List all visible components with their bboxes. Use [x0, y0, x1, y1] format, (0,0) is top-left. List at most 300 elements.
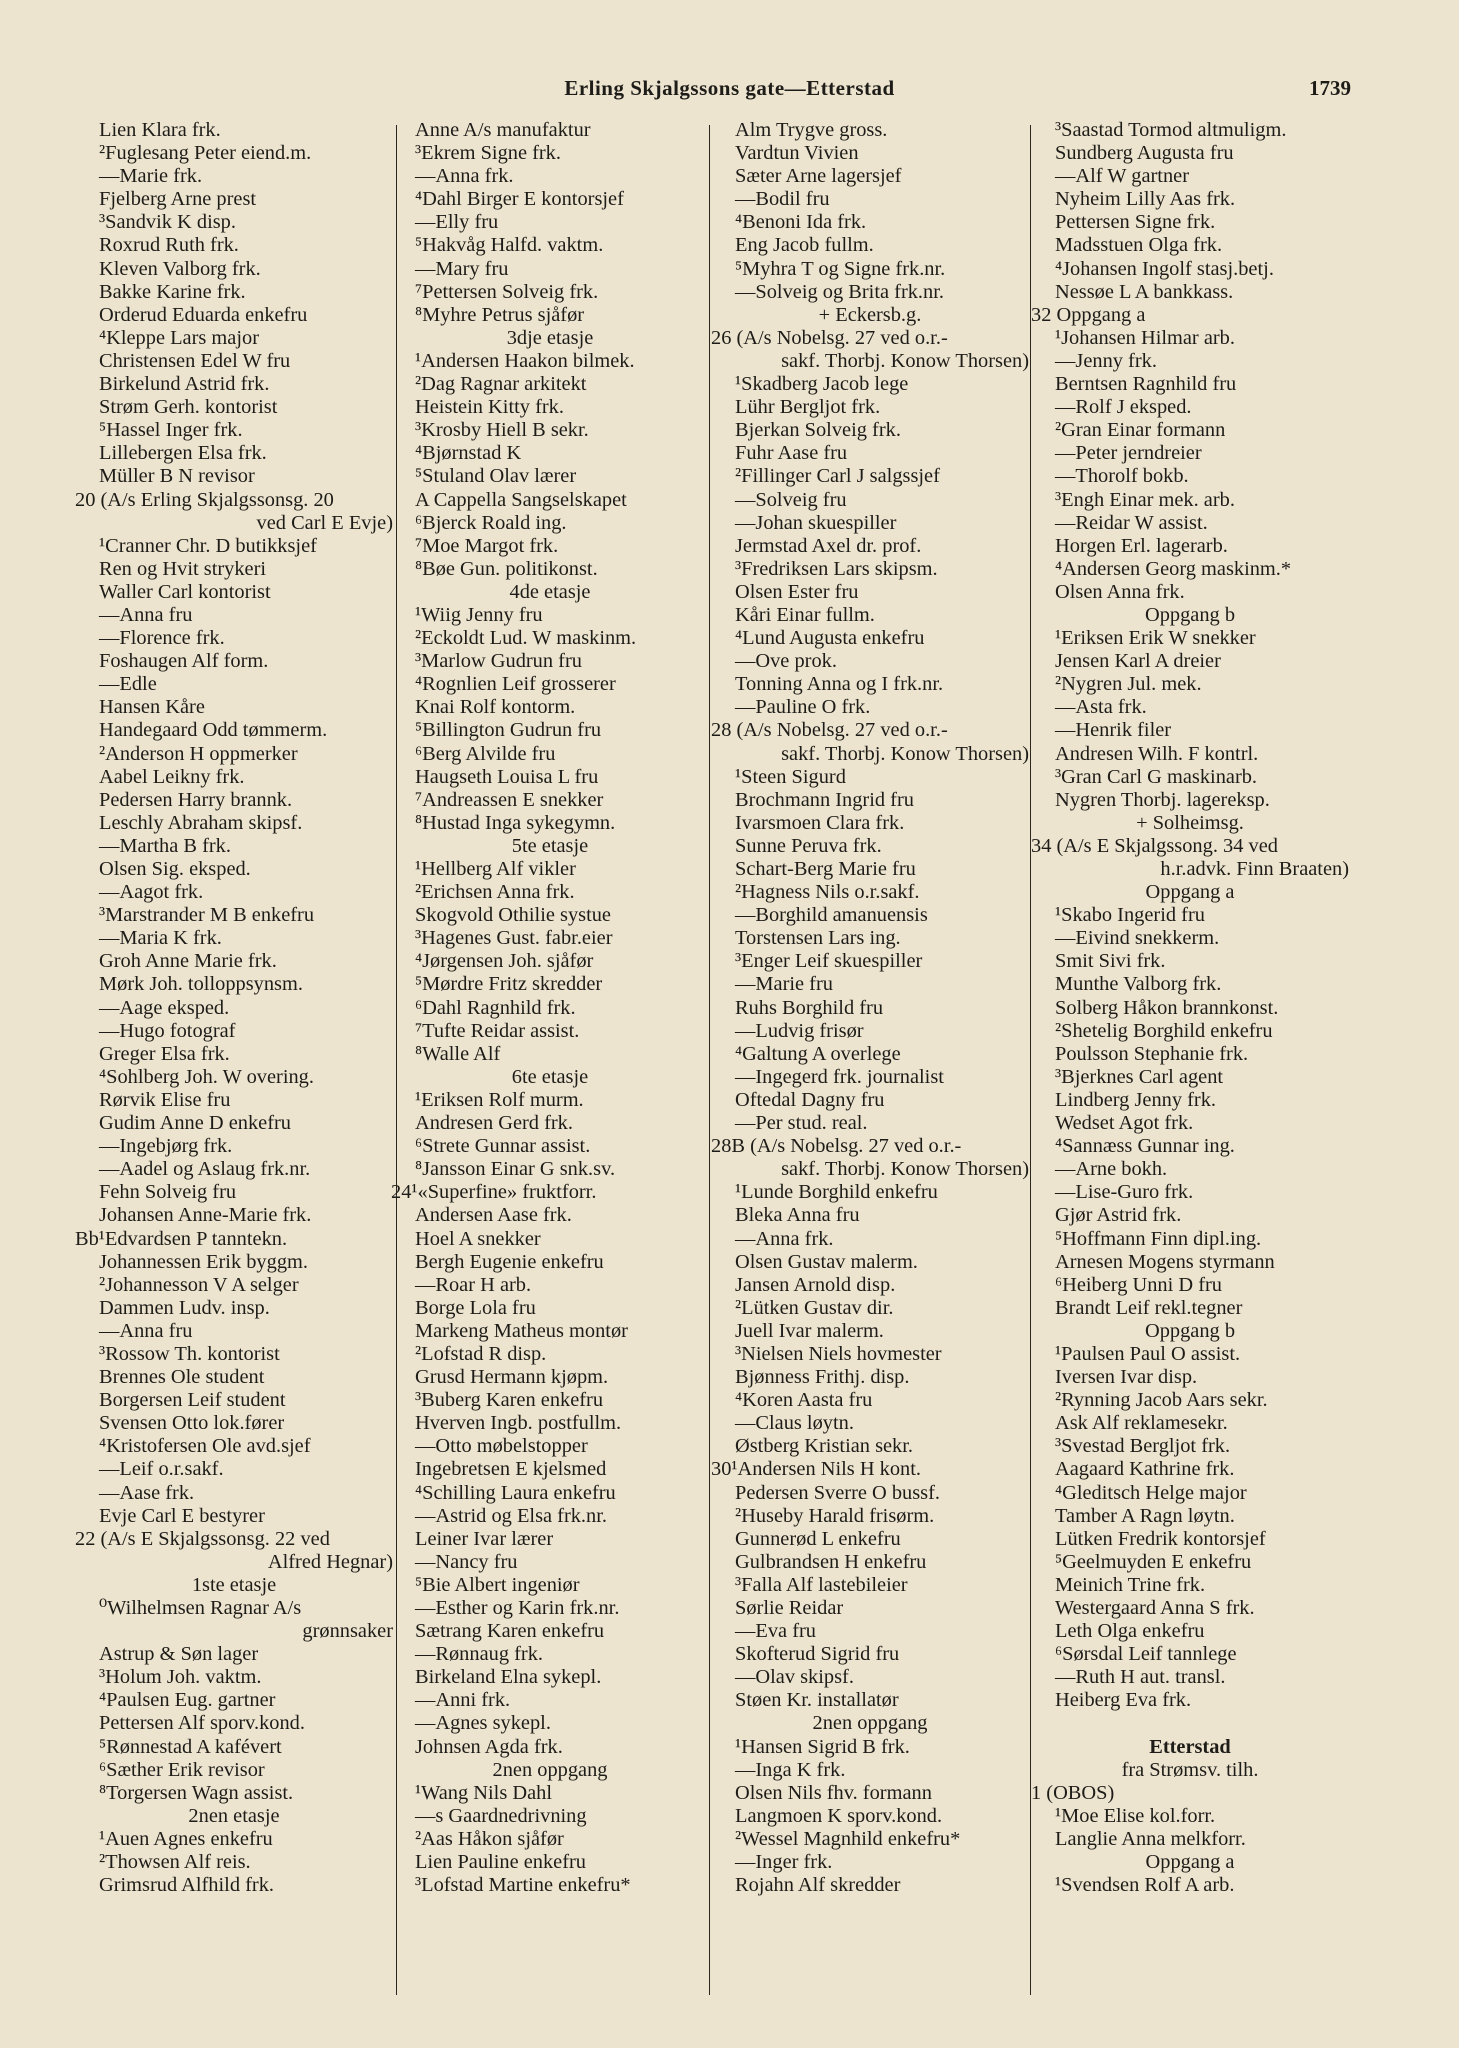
directory-entry: ²Erichsen Anna frk.: [415, 881, 575, 904]
section-heading: 1ste etasje: [191, 1573, 277, 1596]
directory-entry: ⁵Bie Albert ingeniør: [415, 1573, 580, 1596]
directory-entry: Brochmann Ingrid fru: [735, 788, 914, 811]
directory-entry: —Rønnaug frk.: [415, 1643, 543, 1666]
directory-entry: ¹Andersen Haakon bilmek.: [415, 349, 635, 372]
directory-entry: Sæter Arne lagersjef: [735, 165, 902, 188]
directory-entry: ³Fredriksen Lars skipsm.: [735, 557, 938, 580]
directory-entry: Fuhr Aase fru: [735, 442, 848, 465]
directory-entry: ⁶Dahl Ragnhild frk.: [415, 996, 576, 1019]
directory-entry: Lien Pauline enkefru: [415, 1851, 586, 1874]
directory-entry: ¹Skabo Ingerid fru: [1055, 904, 1205, 927]
section-heading: Oppgang a: [1145, 1851, 1235, 1874]
directory-entry: ²Rynning Jacob Aars sekr.: [1055, 1389, 1268, 1412]
directory-entry: ⁵Geelmuyden E enkefru: [1055, 1550, 1252, 1573]
directory-entry: —Pauline O frk.: [735, 696, 871, 719]
directory-entry: ⁵Myhra T og Signe frk.nr.: [735, 257, 946, 280]
directory-entry: Foshaugen Alf form.: [99, 650, 269, 673]
directory-entry: Leiner Ivar lærer: [415, 1527, 554, 1550]
directory-entry: Bergh Eugenie enkefru: [415, 1250, 604, 1273]
directory-entry: Lillebergen Elsa frk.: [99, 442, 267, 465]
directory-entry: ¹Lunde Borghild enkefru: [735, 1181, 938, 1204]
directory-entry: ⁵Mørdre Fritz skredder: [415, 973, 603, 996]
directory-entry: Lühr Bergljot frk.: [735, 396, 881, 419]
directory-entry: Jermstad Axel dr. prof.: [735, 534, 922, 557]
directory-entry: Brandt Leif rekl.tegner: [1055, 1296, 1243, 1319]
directory-entry: Birkelund Astrid frk.: [99, 373, 270, 396]
directory-entry: ¹Moe Elise kol.forr.: [1055, 1804, 1216, 1827]
directory-entry: ⁵Hakvåg Halfd. vaktm.: [415, 234, 604, 257]
directory-entry: Schart-Berg Marie fru: [735, 858, 916, 880]
directory-entry: Grusd Hermann kjøpm.: [415, 1366, 609, 1389]
section-heading: 2nen oppgang: [812, 1712, 928, 1735]
directory-entry: —Nancy fru: [415, 1550, 518, 1573]
section-heading: 3dje etasje: [506, 326, 594, 349]
directory-entry: Olsen Ester fru: [735, 580, 859, 603]
directory-entry: Skofterud Sigrid fru: [735, 1643, 900, 1666]
directory-entry: —Jenny frk.: [1055, 349, 1157, 372]
directory-entry: Bjerkan Solveig frk.: [735, 419, 901, 442]
directory-entry: Pettersen Alf sporv.kond.: [99, 1712, 305, 1735]
directory-entry: Nessøe L A bankkass.: [1055, 280, 1234, 303]
directory-entry: ³Buberg Karen enkefru: [415, 1389, 604, 1412]
directory-entry: Gudim Anne D enkefru: [99, 1112, 291, 1135]
address-entry: 1 (OBOS): [1031, 1781, 1115, 1804]
address-entry: Bb¹Edvardsen P tanntekn.: [75, 1227, 288, 1250]
directory-entry: —Ruth H aut. transl.: [1055, 1666, 1226, 1689]
directory-entry: ⁴Galtung A overlege: [735, 1042, 901, 1065]
directory-entry: ⁴Schilling Laura enkefru: [415, 1481, 616, 1504]
directory-entry: Jansen Arnold disp.: [735, 1273, 896, 1296]
directory-entry: ²Hagness Nils o.r.sakf.: [735, 881, 920, 904]
directory-entry: Olsen Gustav malerm.: [735, 1250, 918, 1273]
directory-entry: Nyheim Lilly Aas frk.: [1055, 188, 1236, 211]
directory-entry: ³Holum Joh. vaktm.: [99, 1666, 262, 1689]
directory-entry: —Anna fru: [99, 603, 193, 626]
directory-column-1: [75, 119, 393, 1897]
directory-entry: ²Johannesson V A selger: [99, 1273, 299, 1296]
directory-entry: Heistein Kitty frk.: [415, 396, 564, 419]
directory-entry: ⁴Bjørnstad K: [415, 442, 522, 465]
section-heading: 5te etasje: [511, 834, 589, 857]
directory-entry: ⁰Wilhelmsen Ragnar A/s: [99, 1597, 302, 1619]
directory-entry: ¹Auen Agnes enkefru: [99, 1827, 273, 1850]
directory-entry: Christensen Edel W fru: [99, 349, 291, 372]
directory-entry: Gulbrandsen H enkefru: [735, 1550, 927, 1573]
directory-entry: ⁴Dahl Birger E kontorsjef: [415, 188, 624, 211]
directory-entry: Eng Jacob fullm.: [735, 234, 874, 257]
directory-entry: Sætrang Karen enkefru: [415, 1620, 605, 1643]
directory-entry: Torstensen Lars ing.: [735, 927, 901, 950]
directory-entry: Brennes Ole student: [99, 1366, 265, 1389]
directory-entry: ⁶Heiberg Unni D fru: [1055, 1273, 1222, 1296]
directory-entry: Østberg Kristian sekr.: [735, 1435, 914, 1458]
directory-entry: Johansen Anne-Marie frk.: [99, 1204, 312, 1227]
directory-entry: ³Svestad Bergljot frk.: [1055, 1435, 1231, 1458]
directory-entry: —Thorolf bokb.: [1055, 465, 1189, 488]
directory-entry: ⁸Torgersen Wagn assist.: [99, 1781, 294, 1804]
directory-entry: Hverven Ingb. postfullm.: [415, 1412, 622, 1435]
directory-entry: ²Fuglesang Peter eiend.m.: [99, 142, 312, 165]
directory-entry: Svensen Otto lok.fører: [99, 1412, 285, 1435]
directory-column-3: [711, 119, 1029, 1897]
directory-entry: ⁸Walle Alf: [415, 1042, 501, 1065]
directory-entry: —Hugo fotograf: [99, 1019, 236, 1042]
directory-entry: Astrup & Søn lager: [99, 1643, 259, 1666]
directory-entry: ⁸Jansson Einar G snk.sv.: [415, 1158, 616, 1181]
section-heading: Oppgang b: [1144, 603, 1236, 626]
directory-entry: ⁵Hassel Inger frk.: [99, 419, 243, 442]
directory-entry: sakf. Thorbj. Konow Thorsen): [781, 349, 1029, 372]
directory-entry: Alfred Hegnar): [267, 1550, 393, 1573]
directory-entry: ³Lofstad Martine enkefru*: [415, 1874, 631, 1897]
directory-entry: ⁴Kleppe Lars major: [99, 326, 259, 349]
directory-entry: Poulsson Stephanie frk.: [1055, 1042, 1249, 1065]
directory-entry: sakf. Thorbj. Konow Thorsen): [781, 1158, 1029, 1181]
section-heading: + Solheimsg.: [1136, 811, 1244, 834]
directory-entry: Gunnerød L enkefru: [735, 1527, 901, 1550]
directory-entry: —Florence frk.: [99, 627, 225, 650]
directory-entry: Ren og Hvit strykeri: [99, 557, 267, 580]
directory-entry: ¹Eriksen Rolf murm.: [415, 1088, 584, 1111]
directory-entry: sakf. Thorbj. Konow Thorsen): [781, 742, 1029, 765]
directory-entry: ⁵Billington Gudrun fru: [415, 719, 602, 742]
directory-entry: ¹Skadberg Jacob lege: [735, 373, 909, 396]
directory-entry: ⁴Benoni Ida frk.: [735, 211, 867, 234]
directory-entry: Pedersen Harry brannk.: [99, 788, 293, 811]
directory-entry: —Anna frk.: [415, 165, 514, 188]
directory-entry: ⁸Bøe Gun. politikonst.: [415, 557, 598, 580]
directory-entry: Kleven Valborg frk.: [99, 257, 261, 280]
directory-entry: —Asta frk.: [1055, 696, 1147, 719]
directory-entry: Borgersen Leif student: [99, 1389, 286, 1412]
directory-entry: Ruhs Borghild fru: [735, 996, 884, 1019]
directory-entry: —Alf W gartner: [1055, 165, 1190, 188]
directory-entry: ²Fillinger Carl J salgssjef: [735, 465, 940, 488]
directory-entry: ³Marlow Gudrun fru: [415, 650, 582, 673]
directory-entry: ⁶Sæther Erik revisor: [99, 1758, 265, 1781]
address-entry: 28B (A/s Nobelsg. 27 ved o.r.-: [711, 1135, 962, 1158]
directory-entry: —Eivind snekkerm.: [1055, 927, 1220, 950]
directory-entry: Müller B N revisor: [99, 465, 255, 488]
directory-entry: Dammen Ludv. insp.: [99, 1296, 270, 1319]
directory-entry: Lütken Fredrik kontorsjef: [1055, 1527, 1266, 1550]
directory-entry: —Anni frk.: [415, 1689, 511, 1712]
directory-entry: Jensen Karl A dreier: [1055, 650, 1221, 673]
directory-entry: ³Engh Einar mek. arb.: [1055, 488, 1235, 511]
directory-entry: ³Sandvik K disp.: [99, 211, 236, 234]
directory-entry: grønnsaker: [302, 1620, 393, 1643]
directory-entry: —Arne bokh.: [1055, 1158, 1168, 1181]
directory-entry: —Aage eksped.: [99, 996, 230, 1019]
directory-entry: Evje Carl E bestyrer: [99, 1504, 265, 1527]
directory-entry: —s Gaardnedrivning: [415, 1804, 587, 1827]
directory-entry: Markeng Matheus montør: [415, 1319, 628, 1342]
directory-entry: ²Lütken Gustav dir.: [735, 1296, 894, 1319]
directory-entry: ⁷Andreassen E snekker: [415, 788, 604, 811]
directory-entry: ¹Hellberg Alf vikler: [415, 858, 576, 880]
directory-entry: Bakke Karine frk.: [99, 280, 246, 303]
directory-entry: ¹Eriksen Erik W snekker: [1055, 627, 1256, 650]
directory-entry: ⁴Jørgensen Joh. sjåfør: [415, 950, 594, 973]
directory-entry: Sunne Peruva frk.: [735, 834, 882, 857]
directory-entry: Pedersen Sverre O bussf.: [735, 1481, 940, 1504]
directory-entry: Fehn Solveig fru: [99, 1181, 237, 1204]
directory-entry: Strøm Gerh. kontorist: [99, 396, 278, 419]
directory-entry: Sundberg Augusta fru: [1055, 142, 1234, 165]
directory-entry: Ask Alf reklamesekr.: [1055, 1412, 1228, 1435]
directory-entry: ⁴Johansen Ingolf stasj.betj.: [1055, 257, 1274, 280]
directory-entry: ³Rossow Th. kontorist: [99, 1342, 280, 1365]
directory-entry: Heiberg Eva frk.: [1055, 1689, 1192, 1712]
directory-entry: ⁴Lund Augusta enkefru: [735, 627, 925, 650]
directory-entry: Lien Klara frk.: [99, 119, 221, 141]
directory-entry: ¹Wang Nils Dahl: [415, 1781, 552, 1804]
directory-entry: —Eva fru: [735, 1620, 816, 1643]
directory-entry: ⁷Moe Margot frk.: [415, 534, 559, 557]
directory-entry: Lindberg Jenny frk.: [1055, 1088, 1217, 1111]
directory-entry: ³Nielsen Niels hovmester: [735, 1342, 942, 1365]
directory-entry: ⁴Sannæss Gunnar ing.: [1055, 1135, 1235, 1158]
directory-entry: ⁵Hoffmann Finn dipl.ing.: [1055, 1227, 1262, 1250]
directory-entry: Greger Elsa frk.: [99, 1042, 230, 1065]
address-entry: 28 (A/s Nobelsg. 27 ved o.r.-: [711, 719, 948, 742]
directory-entry: Knai Rolf kontorm.: [415, 696, 576, 719]
directory-entry: Støen Kr. installatør: [735, 1689, 899, 1712]
directory-entry: —Lise-Guro frk.: [1055, 1181, 1194, 1204]
directory-entry: —Per stud. real.: [735, 1112, 868, 1135]
directory-entry: Hansen Kåre: [99, 696, 205, 719]
directory-entry: Ingebretsen E kjelsmed: [415, 1458, 607, 1481]
directory-entry: —Inga K frk.: [735, 1758, 846, 1781]
directory-entry: Tonning Anna og I frk.nr.: [735, 673, 944, 696]
directory-entry: ⁶Strete Gunnar assist.: [415, 1135, 591, 1158]
directory-entry: ⁴Sohlberg Joh. W overing.: [99, 1065, 314, 1088]
page-number: 1739: [1309, 76, 1351, 100]
directory-entry: —Roar H arb.: [415, 1273, 532, 1296]
directory-entry: —Peter jerndreier: [1055, 442, 1202, 465]
directory-entry: Leschly Abraham skipsf.: [99, 811, 303, 834]
directory-entry: Grimsrud Alfhild frk.: [99, 1874, 275, 1897]
directory-entry: ³Krosby Hiell B sekr.: [415, 419, 589, 442]
directory-entry: Waller Carl kontorist: [99, 580, 271, 603]
directory-entry: Johnsen Agda frk.: [415, 1735, 563, 1758]
directory-entry: ⁸Hustad Inga sykegymn.: [415, 811, 616, 834]
directory-entry: —Aadel og Aslaug frk.nr.: [99, 1158, 311, 1181]
directory-column-4: [1031, 119, 1349, 1897]
directory-entry: ¹Hansen Sigrid B frk.: [735, 1735, 910, 1758]
directory-entry: Andersen Aase frk.: [415, 1204, 572, 1227]
directory-entry: Pettersen Signe frk.: [1055, 211, 1216, 234]
directory-entry: —Claus løytn.: [735, 1412, 854, 1435]
directory-entry: Andresen Gerd frk.: [415, 1112, 573, 1135]
directory-entry: Kåri Einar fullm.: [735, 603, 875, 626]
directory-entry: A Cappella Sangselskapet: [415, 488, 627, 511]
section-heading: + Eckersb.g.: [818, 303, 922, 326]
address-entry: 20 (A/s Erling Skjalgssonsg. 20: [75, 488, 334, 511]
directory-entry: ³Hagenes Gust. fabr.eier: [415, 927, 613, 950]
directory-entry: Gjør Astrid frk.: [1055, 1204, 1182, 1227]
directory-entry: Aabel Leikny frk.: [99, 765, 245, 788]
directory-entry: —Reidar W assist.: [1055, 511, 1208, 534]
directory-entry: ²Lofstad R disp.: [415, 1342, 547, 1365]
directory-entry: Borge Lola fru: [415, 1296, 536, 1319]
directory-entry: ⁴Andersen Georg maskinm.*: [1055, 557, 1292, 580]
directory-entry: ¹Paulsen Paul O assist.: [1055, 1342, 1241, 1365]
directory-entry: Madsstuen Olga frk.: [1055, 234, 1223, 257]
directory-entry: —Anna frk.: [735, 1227, 834, 1250]
section-heading: fra Strømsv. tilh.: [1121, 1758, 1259, 1781]
directory-entry: Juell Ivar malerm.: [735, 1319, 884, 1342]
directory-entry: [1031, 1712, 1349, 1735]
directory-entry: ⁴Paulsen Eug. gartner: [99, 1689, 276, 1712]
directory-entry: Andresen Wilh. F kontrl.: [1055, 742, 1259, 765]
directory-entry: ²Nygren Jul. mek.: [1055, 673, 1202, 696]
directory-entry: Groh Anne Marie frk.: [99, 950, 277, 973]
directory-entry: ³Enger Leif skuespiller: [735, 950, 923, 973]
directory-entry: —Marie fru: [735, 973, 833, 996]
directory-entry: ²Shetelig Borghild enkefru: [1055, 1019, 1273, 1042]
directory-entry: ³Ekrem Signe frk.: [415, 142, 561, 165]
directory-entry: —Agnes sykepl.: [415, 1712, 551, 1735]
directory-entry: Birkeland Elna sykepl.: [415, 1666, 602, 1689]
page-title: Erling Skjalgssons gate—Etterstad: [564, 76, 895, 100]
directory-entry: —Olav skipsf.: [735, 1666, 854, 1689]
address-entry: 34 (A/s E Skjalgssong. 34 ved: [1031, 834, 1278, 857]
directory-entry: Langmoen K sporv.kond.: [735, 1804, 943, 1827]
directory-entry: Haugseth Louisa L fru: [415, 765, 599, 788]
directory-entry: Aagaard Kathrine frk.: [1055, 1458, 1235, 1481]
directory-entry: Olsen Anna frk.: [1055, 580, 1185, 603]
address-entry: 26 (A/s Nobelsg. 27 ved o.r.-: [711, 326, 948, 349]
directory-entry: Alm Trygve gross.: [735, 119, 888, 141]
directory-entry: Tamber A Ragn løytn.: [1055, 1504, 1235, 1527]
directory-entry: —Rolf J eksped.: [1055, 396, 1192, 419]
directory-entry: —Ingebjørg frk.: [99, 1135, 233, 1158]
directory-column-2: [391, 119, 709, 1897]
directory-entry: Bleka Anna fru: [735, 1204, 860, 1227]
directory-entry: ¹Cranner Chr. D butikksjef: [99, 534, 317, 557]
directory-entry: ⁴Rognlien Leif grosserer: [415, 673, 616, 696]
directory-entry: Orderud Eduarda enkefru: [99, 303, 308, 326]
directory-entry: Langlie Anna melkforr.: [1055, 1827, 1246, 1850]
directory-entry: Handegaard Odd tømmerm.: [99, 719, 328, 742]
directory-entry: ⁷Tufte Reidar assist.: [415, 1019, 580, 1042]
directory-entry: —Ove prok.: [735, 650, 837, 673]
directory-entry: Sørlie Reidar: [735, 1597, 844, 1619]
address-entry: 32 Oppgang a: [1031, 303, 1146, 326]
directory-entry: Berntsen Ragnhild fru: [1055, 373, 1237, 396]
directory-entry: Johannessen Erik byggm.: [99, 1250, 308, 1273]
page-header: [0, 76, 1459, 106]
directory-entry: Ivarsmoen Clara frk.: [735, 811, 905, 834]
directory-entry: Meinich Trine frk.: [1055, 1573, 1206, 1596]
directory-entry: ²Eckoldt Lud. W maskinm.: [415, 627, 637, 650]
section-heading: 6te etasje: [511, 1065, 589, 1088]
directory-entry: ²Thowsen Alf reis.: [99, 1851, 251, 1874]
directory-entry: Anne A/s manufaktur: [415, 119, 591, 141]
directory-entry: Olsen Sig. eksped.: [99, 858, 251, 880]
directory-entry: ³Bjerknes Carl agent: [1055, 1065, 1224, 1088]
directory-entry: —Martha B frk.: [99, 834, 231, 857]
directory-entry: ⁸Myhre Petrus sjåfør: [415, 303, 585, 326]
directory-entry: —Bodil fru: [735, 188, 830, 211]
directory-entry: Westergaard Anna S frk.: [1055, 1597, 1255, 1619]
section-heading: 2nen etasje: [188, 1804, 280, 1827]
directory-entry: —Esther og Karin frk.nr.: [415, 1597, 620, 1619]
directory-entry: ⁶Sørsdal Leif tannlege: [1055, 1643, 1237, 1666]
section-heading: Oppgang b: [1144, 1319, 1236, 1342]
directory-entry: ⁶Berg Alvilde fru: [415, 742, 556, 765]
directory-entry: —Astrid og Elsa frk.nr.: [415, 1504, 607, 1527]
directory-entry: Rørvik Elise fru: [99, 1088, 231, 1111]
directory-entry: ¹Steen Sigurd: [735, 765, 846, 788]
directory-entry: Solberg Håkon brannkonst.: [1055, 996, 1279, 1019]
directory-entry: Oftedal Dagny fru: [735, 1088, 885, 1111]
directory-entry: ⁵Stuland Olav lærer: [415, 465, 577, 488]
directory-entry: ³Marstrander M B enkefru: [99, 904, 315, 927]
directory-entry: ⁷Pettersen Solveig frk.: [415, 280, 599, 303]
directory-entry: —Otto møbelstopper: [415, 1435, 588, 1458]
directory-entry: —Inger frk.: [735, 1851, 833, 1874]
directory-entry: Bjønness Frithj. disp.: [735, 1366, 910, 1389]
address-entry: 30¹Andersen Nils H kont.: [711, 1458, 921, 1481]
section-heading: 2nen oppgang: [492, 1758, 608, 1781]
directory-entry: —Aagot frk.: [99, 881, 204, 904]
address-entry: 24¹«Superfine» fruktforr.: [391, 1181, 597, 1204]
directory-entry: Rojahn Alf skredder: [735, 1874, 901, 1897]
directory-entry: ⁴Gleditsch Helge major: [1055, 1481, 1247, 1504]
directory-entry: ³Falla Alf lastebileier: [735, 1573, 908, 1596]
directory-entry: Munthe Valborg frk.: [1055, 973, 1222, 996]
directory-entry: Hoel A snekker: [415, 1227, 541, 1250]
directory-entry: ¹Wiig Jenny fru: [415, 603, 543, 626]
directory-entry: h.r.advk. Finn Braaten): [1160, 858, 1349, 880]
section-heading: Oppgang a: [1145, 881, 1235, 904]
directory-entry: Wedset Agot frk.: [1055, 1112, 1194, 1135]
directory-entry: Arnesen Mogens styrmann: [1055, 1250, 1275, 1273]
directory-entry: ³Saastad Tormod altmuligm.: [1055, 119, 1287, 141]
directory-entry: —Marie frk.: [99, 165, 203, 188]
address-entry: 22 (A/s E Skjalgssonsg. 22 ved: [75, 1527, 330, 1550]
directory-entry: —Mary fru: [415, 257, 509, 280]
directory-entry: ²Huseby Harald frisørm.: [735, 1504, 935, 1527]
directory-entry: ⁵Rønnestad A kafévert: [99, 1735, 282, 1758]
directory-entry: —Henrik filer: [1055, 719, 1172, 742]
directory-entry: Vardtun Vivien: [735, 142, 859, 165]
directory-entry: Olsen Nils fhv. formann: [735, 1781, 932, 1804]
directory-entry: ¹Svendsen Rolf A arb.: [1055, 1874, 1235, 1897]
directory-entry: ²Gran Einar formann: [1055, 419, 1226, 442]
directory-entry: Iversen Ivar disp.: [1055, 1366, 1198, 1389]
directory-entry: Nygren Thorbj. lagereksp.: [1055, 788, 1270, 811]
directory-entry: —Elly fru: [415, 211, 499, 234]
directory-entry: —Ingegerd frk. journalist: [735, 1065, 944, 1088]
directory-entry: —Anna fru: [99, 1319, 193, 1342]
directory-entry: ¹Johansen Hilmar arb.: [1055, 326, 1235, 349]
directory-entry: —Leif o.r.sakf.: [99, 1458, 224, 1481]
directory-entry: ⁶Bjerck Roald ing.: [415, 511, 567, 534]
directory-entry: —Edle: [99, 673, 157, 696]
section-heading: Etterstad: [1149, 1735, 1231, 1758]
column-divider: [709, 125, 710, 1995]
directory-entry: Roxrud Ruth frk.: [99, 234, 239, 257]
directory-entry: ved Carl E Evje): [256, 511, 393, 534]
directory-entry: ⁴Koren Aasta fru: [735, 1389, 873, 1412]
directory-entry: Leth Olga enkefru: [1055, 1620, 1205, 1643]
directory-entry: Horgen Erl. lagerarb.: [1055, 534, 1228, 557]
section-heading: 4de etasje: [509, 580, 591, 603]
directory-entry: —Maria K frk.: [99, 927, 222, 950]
